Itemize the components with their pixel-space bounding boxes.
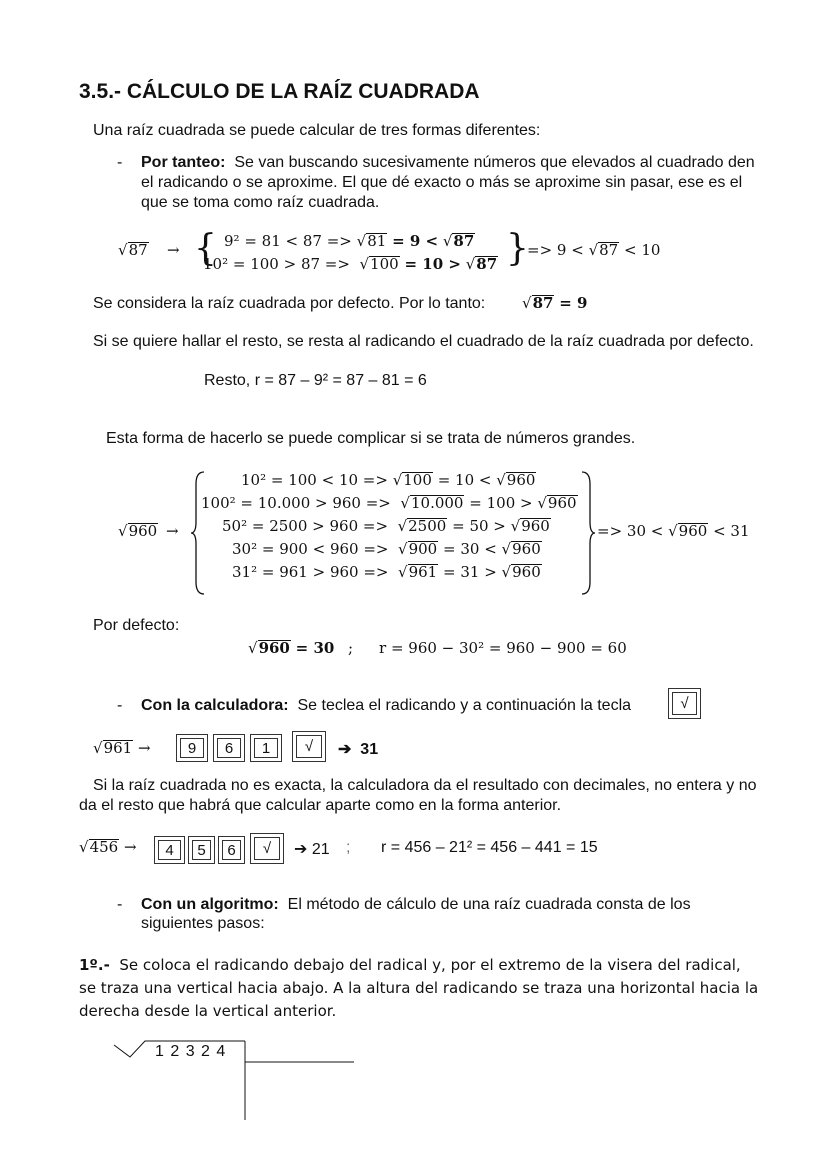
bullet3-line2: siguientes pasos: <box>141 915 265 932</box>
eq87-left-brace: { <box>194 228 217 269</box>
page-title: 3.5.- CÁLCULO DE LA RAÍZ CUADRADA <box>79 80 480 103</box>
eq960-left-brace <box>190 470 208 596</box>
eq87-right-brace: } <box>506 228 529 269</box>
bullet2-label: Con la calculadora: <box>141 697 289 714</box>
calc456-result: ➔ 21 <box>294 841 330 858</box>
por-defecto-label: Por defecto: <box>93 617 180 634</box>
eq960-row-4: 30² = 900 < 960 => √900 = 30 < √960 <box>232 540 541 558</box>
eq87-result: => 9 < √87 < 10 <box>527 241 661 259</box>
eq960-row-1: 10² = 100 < 10 => √100 = 10 < √960 <box>241 471 536 489</box>
eq960-right-brace <box>578 470 596 596</box>
bullet1-text: Se van buscando sucesivamente números que elevados al cuadrado den <box>234 154 755 171</box>
calc-key-4: 4 <box>154 836 185 864</box>
bullet3-line1 <box>141 896 691 914</box>
algorithm-radical-diagram <box>110 1036 370 1126</box>
bullet2-line <box>141 697 631 715</box>
defecto960-sqrt: √960 = 30 <box>248 639 335 657</box>
calc456-resto: r = 456 – 21² = 456 – 441 = 15 <box>381 839 598 856</box>
resto-intro: Si se quiere hallar el resto, se resta al radicando el cuadrado de la raíz cuadrada por defecto. <box>93 333 754 350</box>
bullet1-label: Por tanteo: <box>141 154 226 171</box>
eq960-lhs: √960 <box>118 522 158 540</box>
eq960-row-2: 100² = 10.000 > 960 => √10.000 = 100 > √960 <box>201 494 577 512</box>
step1-line2: se traza una vertical hacia abajo. A la altura del radicando se traza una horizontal hacia la <box>79 979 759 997</box>
intro-text: Una raíz cuadrada se puede calcular de tres formas diferentes: <box>93 122 541 139</box>
bullet3-label: Con un algoritmo: <box>141 896 279 913</box>
eq960-result: => 30 < √960 < 31 <box>597 522 750 540</box>
decimales-line2: da el resto que habrá que calcular aparte como en la forma anterior. <box>79 797 562 814</box>
bullet2-text: Se teclea el radicando y a continuación la tecla <box>297 697 632 714</box>
bullet-dash: - <box>117 154 123 171</box>
defecto960-resto: r = 960 − 30² = 960 − 900 = 60 <box>379 639 627 657</box>
arrow-right-icon: ➔ <box>294 841 308 858</box>
sqrt-key: √ <box>668 688 701 719</box>
step1-line3: derecha desde la vertical anterior. <box>79 1002 337 1020</box>
decimales-line1: Si la raíz cuadrada no es exacta, la calculadora da el resultado con decimales, no entera y no <box>93 777 757 794</box>
defecto960-sep: ; <box>348 639 354 657</box>
calc-key-6: 6 <box>213 734 245 762</box>
grandes-text: Esta forma de hacerlo se puede complicar si se trata de números grandes. <box>106 430 636 447</box>
calc-key-6: 6 <box>218 836 245 864</box>
eq960-row-3: 50² = 2500 > 960 => √2500 = 50 > √960 <box>222 517 550 535</box>
calc-key-9: 9 <box>176 734 208 762</box>
calc-key-sqrt: √ <box>250 833 284 864</box>
calc961-lhs: √961 → <box>93 739 151 757</box>
eq960-row-5: 31² = 961 > 960 => √961 = 31 > √960 <box>232 563 541 581</box>
bullet3-text: El método de cálculo de una raíz cuadrada consta de los <box>287 896 691 913</box>
calc-key-5: 5 <box>188 836 215 864</box>
eq87-row2: 10² = 100 > 87 => √100 = 10 > √87 <box>203 255 498 273</box>
eq960-arrow: → <box>166 522 179 540</box>
bullet1-line1 <box>141 154 755 172</box>
bullet-dash: - <box>117 896 123 913</box>
bullet1-line2: el radicando o se aproxime. El que dé exacto o más se aproxime sin pasar, ese es el <box>141 174 743 191</box>
step1-num: 1º.- <box>79 956 110 974</box>
bullet1-line3: que se toma como raíz cuadrada. <box>141 194 380 211</box>
calc456-sep: ; <box>346 839 351 856</box>
calc456-lhs: √456 → <box>79 838 137 856</box>
calc-key-sqrt: √ <box>292 731 326 762</box>
calc-key-1: 1 <box>250 734 282 762</box>
eq87-lhs: √87 <box>118 241 148 259</box>
defecto-text: Se considera la raíz cuadrada por defecto. Por lo tanto: <box>93 295 486 312</box>
algorithm-radicand: 1 2 3 2 4 <box>155 1043 227 1060</box>
arrow-right-icon: ➔ <box>338 741 352 758</box>
eq87-arrow: → <box>167 241 180 259</box>
resto-calc: Resto, r = 87 – 9² = 87 – 81 = 6 <box>204 372 427 389</box>
bullet-dash: - <box>117 697 123 714</box>
calc961-result: ➔ 31 <box>338 741 379 758</box>
step1-line1: 1º.- Se coloca el radicando debajo del radical y, por el extremo de la visera del radical, <box>79 956 741 974</box>
defecto-sqrt: √87 = 9 <box>522 294 588 312</box>
eq87-row1: 9² = 81 < 87 => √81 = 9 < √87 <box>224 232 475 250</box>
